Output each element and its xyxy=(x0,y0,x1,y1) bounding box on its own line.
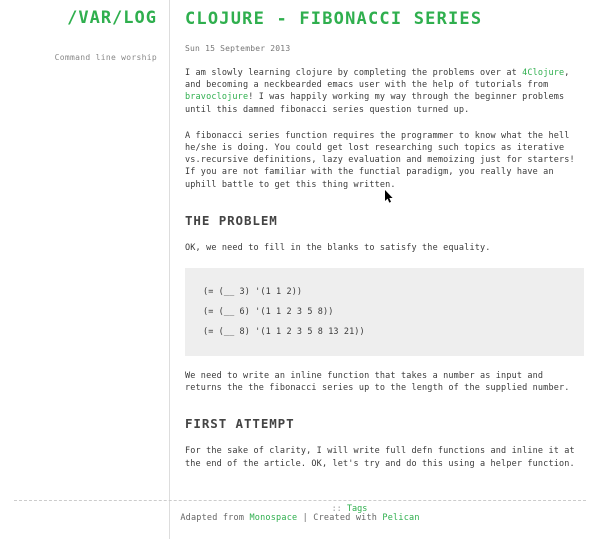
paragraph-1-text-a: I am slowly learning clojure by completing the problems over at xyxy=(185,68,523,78)
link-bravoclojure[interactable]: bravoclojure xyxy=(185,92,249,103)
article-date: Sun 15 September 2013 xyxy=(185,44,291,53)
footer-divider xyxy=(14,500,586,501)
footer-theme-link[interactable]: Monospace xyxy=(249,513,298,523)
page-title: CLOJURE - FIBONACCI SERIES xyxy=(185,9,483,29)
code-line: (= (__ 3) '(1 1 2)) xyxy=(203,287,303,298)
link-4clojure[interactable]: 4Clojure xyxy=(522,68,565,78)
sidebar xyxy=(0,0,170,539)
code-line: (= (__ 6) '(1 1 2 3 5 8)) xyxy=(203,307,334,318)
tags-link[interactable]: Tags xyxy=(346,503,368,514)
code-line: (= (__ 8) '(1 1 2 3 5 8 13 21)) xyxy=(203,327,365,338)
article-paragraph-3: We need to write an inline function that takes a number as input and returns the the fibonacci series up to the length of the supplied number. xyxy=(185,371,570,394)
section-heading-the-problem: THE PROBLEM xyxy=(185,212,278,228)
main-content xyxy=(171,0,600,514)
code-block-fibonacci-equalities xyxy=(185,268,584,356)
paragraph-1-text-b: , and becoming a neckbearded emacs user with the help of tutorials from xyxy=(185,68,570,91)
tags-prefix: :: xyxy=(331,503,342,514)
footer xyxy=(0,513,600,523)
site-title-link[interactable]: /VAR/LOG xyxy=(67,8,157,28)
section-1-text: OK, we need to fill in the blanks to satisfy the equality. xyxy=(185,242,491,253)
footer-separator: | Created with xyxy=(302,513,383,523)
footer-adapted-text: Adapted from xyxy=(180,513,250,523)
section-2-text: For the sake of clarity, I will write full defn functions and inline it at the end of the article. OK, let's try and do this using a helper function. xyxy=(185,446,575,469)
site-tagline: Command line worship xyxy=(54,53,157,62)
article-paragraph-1 xyxy=(185,67,584,116)
paragraph-1-text-c: ! I was happily working my way through the beginner problems until this damned fibonacci series question turned up. xyxy=(185,92,565,115)
footer-generator-link[interactable]: Pelican xyxy=(382,513,420,523)
section-heading-first-attempt: FIRST ATTEMPT xyxy=(185,416,295,432)
article-paragraph-2: A fibonacci series function requires the programmer to know what the hell he/she is doing. You could get lost researching such topics as iterative vs.recursive definitions, lazy evaluation and memoizing just for starters! If you are not familiar with the functial paradigm, you really have an uphill battle to get this thing written. xyxy=(185,130,575,190)
